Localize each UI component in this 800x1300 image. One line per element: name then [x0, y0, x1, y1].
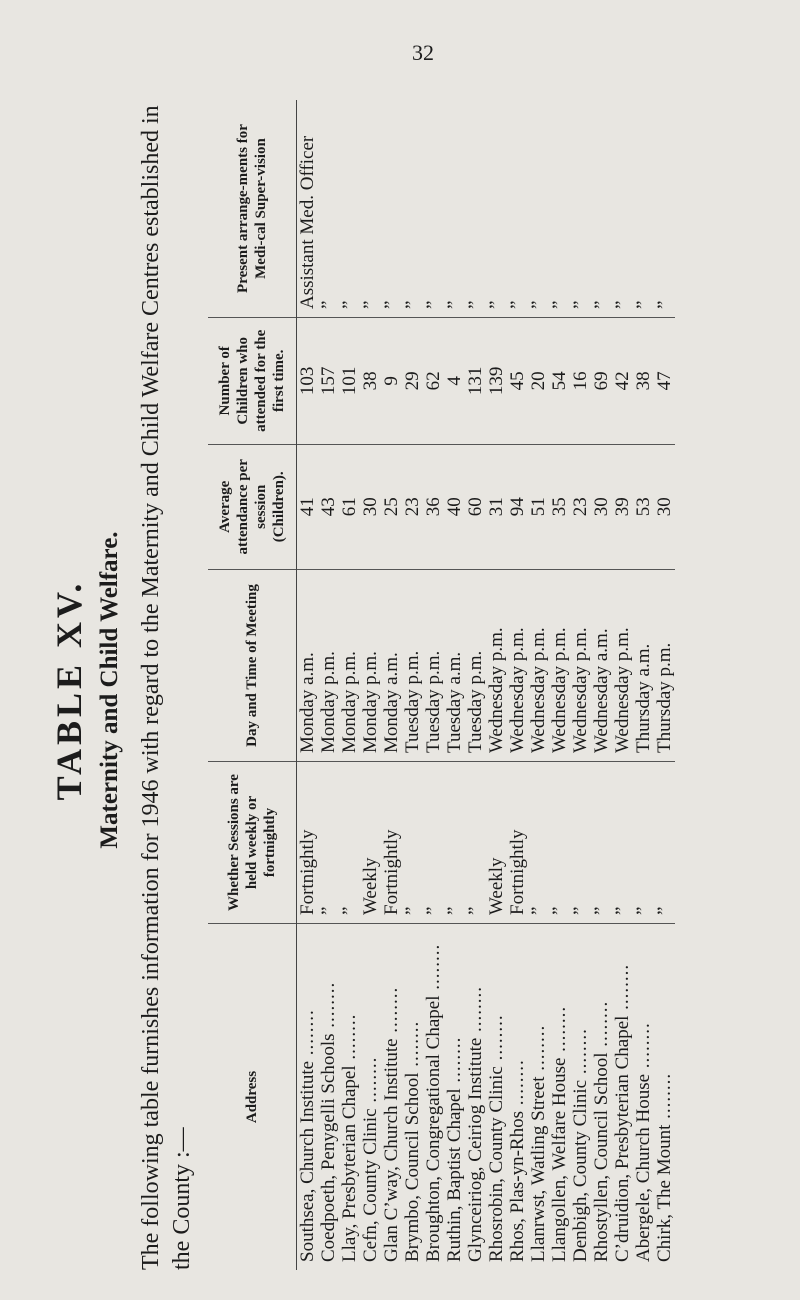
- address-cell: Glynceiriog, Ceiriog Institute ........: [465, 985, 486, 1262]
- day-time-cell: [444, 570, 465, 762]
- supervision-cell: ”: [612, 100, 633, 318]
- attendance-cell: 60: [465, 444, 486, 569]
- meeting-time: p.m.: [528, 627, 549, 662]
- sessions-cell: ”: [612, 762, 633, 924]
- address-cell: Rhos, Plas-yn-Rhos ........: [507, 1059, 528, 1262]
- meeting-day: Tuesday: [423, 689, 444, 753]
- meeting-day: Monday: [360, 689, 381, 753]
- children-cell: 131: [465, 318, 486, 445]
- address-name: Welfare House: [549, 1057, 570, 1171]
- sessions-cell: ”: [633, 762, 654, 924]
- address-name: County Clinic: [570, 1079, 591, 1188]
- place-name: Rhostyllen,: [591, 1174, 612, 1262]
- sessions-cell: Fortnightly: [297, 762, 319, 924]
- day-time-cell: [486, 570, 507, 762]
- address-cell: Llangollen, Welfare House ........: [549, 1005, 570, 1262]
- place-name: Southsea,: [297, 1188, 318, 1262]
- children-cell: 42: [612, 318, 633, 445]
- supervision-cell: ”: [549, 100, 570, 318]
- sessions-cell: ”: [423, 762, 444, 924]
- children-cell: 62: [423, 318, 444, 445]
- children-cell: 101: [339, 318, 360, 445]
- meeting-time: p.m.: [318, 651, 339, 685]
- sessions-cell: Fortnightly: [381, 762, 402, 924]
- day-time-cell: [318, 570, 339, 762]
- place-name: Coedpoeth,: [318, 1174, 339, 1262]
- table-row: [423, 100, 444, 1270]
- day-time-cell: [633, 570, 654, 762]
- table-row: [549, 100, 570, 1270]
- children-cell: 38: [360, 318, 381, 445]
- table-title: TABLE XV.: [49, 579, 89, 801]
- attendance-cell: 23: [402, 444, 423, 569]
- address-cell: Ruthin, Baptist Chapel ........: [444, 1036, 465, 1262]
- address-name: County Clinic: [360, 1108, 381, 1216]
- col-children: Number of Children who attended for the first time.: [208, 318, 297, 445]
- meeting-day: Tuesday: [444, 689, 465, 753]
- place-name: Rhosrobin,: [486, 1178, 507, 1262]
- col-supervision: Present arrange-ments for Medi-cal Super-vision: [208, 100, 297, 318]
- supervision-cell: ”: [360, 100, 381, 318]
- supervision-cell: ”: [423, 100, 444, 318]
- meeting-time: p.m.: [360, 651, 381, 685]
- place-name: Glynceiriog,: [465, 1166, 486, 1262]
- sessions-cell: Weekly: [360, 762, 381, 924]
- address-cell: Abergele, Church House ........: [633, 1022, 654, 1262]
- supervision-cell: ”: [591, 100, 612, 318]
- place-name: Brymbo,: [402, 1194, 423, 1262]
- address-name: Congregational Chapel: [423, 995, 444, 1172]
- address-cell: C’druidion, Presbyterian Chapel ........: [612, 963, 633, 1262]
- meeting-day: Wednesday: [549, 665, 570, 753]
- address-cell: Rhosrobin, County Clinic ........: [486, 1014, 507, 1262]
- supervision-cell: ”: [402, 100, 423, 318]
- supervision-cell: ”: [486, 100, 507, 318]
- col-sessions: Whether Sessions are held weekly or fortnightly: [208, 762, 297, 924]
- address-cell: Brymbo, Council School ........: [402, 1020, 423, 1262]
- table-row: [339, 100, 360, 1270]
- address-cell: Broughton, Congregational Chapel ........: [423, 943, 444, 1262]
- address-name: Penygelli Schools: [318, 1033, 339, 1171]
- address-name: Presbyterian Chapel: [612, 1015, 633, 1170]
- meeting-day: Monday: [318, 689, 339, 753]
- attendance-cell: 23: [570, 444, 591, 569]
- supervision-cell: ”: [507, 100, 528, 318]
- attendance-cell: 94: [507, 444, 528, 569]
- table-row: [402, 100, 423, 1270]
- meeting-time: p.m.: [507, 627, 528, 662]
- children-cell: 9: [381, 318, 402, 445]
- table-row: [465, 100, 486, 1270]
- meeting-day: Tuesday: [465, 689, 486, 753]
- table-row: [297, 100, 319, 1270]
- meeting-day: Wednesday: [612, 665, 633, 753]
- attendance-cell: 36: [423, 444, 444, 569]
- meeting-time: p.m.: [612, 627, 633, 662]
- address-name: Plas-yn-Rhos: [507, 1111, 528, 1214]
- day-time-cell: [402, 570, 423, 762]
- meeting-day: Wednesday: [591, 665, 612, 753]
- meeting-time: p.m.: [654, 642, 675, 677]
- sessions-cell: ”: [528, 762, 549, 924]
- children-cell: 29: [402, 318, 423, 445]
- address-name: Ceiriog Institute: [465, 1037, 486, 1162]
- supervision-cell: ”: [318, 100, 339, 318]
- place-name: Cefn,: [360, 1220, 381, 1262]
- table-row: [612, 100, 633, 1270]
- supervision-cell: Assistant Med. Officer: [297, 100, 319, 318]
- meeting-day: Wednesday: [570, 665, 591, 753]
- place-name: Chirk,: [654, 1213, 675, 1262]
- table-row: [591, 100, 612, 1270]
- address-cell: Southsea, Church Institute ........: [297, 1009, 318, 1262]
- address-cell: Coedpoeth, Penygelli Schools ........: [318, 981, 339, 1262]
- children-cell: 20: [528, 318, 549, 445]
- meeting-day: Monday: [381, 689, 402, 753]
- address-name: Watling Street: [528, 1076, 549, 1186]
- sessions-cell: ”: [402, 762, 423, 924]
- place-name: Llay,: [339, 1223, 360, 1262]
- day-time-cell: [360, 570, 381, 762]
- place-name: Llangollen,: [549, 1174, 570, 1262]
- address-cell: Llay, Presbyterian Chapel ........: [339, 1013, 360, 1262]
- attendance-cell: 53: [633, 444, 654, 569]
- place-name: Broughton,: [423, 1175, 444, 1262]
- supervision-cell: ”: [465, 100, 486, 318]
- meeting-time: p.m.: [423, 650, 444, 685]
- col-attendance: Average attendance per session (Children).: [208, 444, 297, 569]
- col-day-time: Day and Time of Meeting: [208, 570, 297, 762]
- meeting-time: p.m.: [549, 627, 570, 662]
- children-cell: 139: [486, 318, 507, 445]
- sessions-cell: ”: [339, 762, 360, 924]
- attendance-cell: 41: [297, 444, 319, 569]
- place-name: Ruthin,: [444, 1205, 465, 1262]
- sessions-cell: ”: [654, 762, 675, 924]
- supervision-cell: ”: [633, 100, 654, 318]
- supervision-cell: ”: [381, 100, 402, 318]
- address-cell: Denbigh, County Clinic ........: [570, 1028, 591, 1262]
- rotated-table-page: [40, 90, 765, 1290]
- table-header-row: [208, 100, 297, 1270]
- attendance-cell: 51: [528, 444, 549, 569]
- address-cell: Rhostyllen, Council School ........: [591, 1000, 612, 1262]
- day-time-cell: [297, 570, 319, 762]
- meeting-time: p.m.: [570, 627, 591, 662]
- day-time-cell: [465, 570, 486, 762]
- table-subtitle: Maternity and Child Welfare.: [96, 531, 123, 849]
- attendance-cell: 31: [486, 444, 507, 569]
- day-time-cell: [381, 570, 402, 762]
- place-name: Abergele,: [633, 1187, 654, 1262]
- day-time-cell: [423, 570, 444, 762]
- day-time-cell: [612, 570, 633, 762]
- meeting-day: Monday: [339, 689, 360, 753]
- address-cell: Glan C’way, Church Institute ........: [381, 986, 402, 1262]
- day-time-cell: [654, 570, 675, 762]
- address-name: Council School: [591, 1052, 612, 1171]
- day-time-cell: [549, 570, 570, 762]
- address-cell: Chirk, The Mount ........: [654, 1072, 675, 1262]
- day-time-cell: [507, 570, 528, 762]
- meeting-day: Thursday: [633, 681, 654, 753]
- meeting-time: a.m.: [381, 652, 402, 685]
- address-name: Church Institute: [381, 1038, 402, 1162]
- attendance-cell: 30: [654, 444, 675, 569]
- place-name: Rhos,: [507, 1218, 528, 1262]
- sessions-cell: Fortnightly: [507, 762, 528, 924]
- sessions-cell: ”: [549, 762, 570, 924]
- address-name: The Mount: [654, 1124, 675, 1210]
- meeting-time: a.m.: [444, 651, 465, 685]
- table-row: [507, 100, 528, 1270]
- meeting-day: Wednesday: [507, 665, 528, 753]
- meeting-day: Wednesday: [486, 665, 507, 753]
- table-row: [444, 100, 465, 1270]
- address-name: Council School: [402, 1072, 423, 1191]
- address-name: Church Institute: [297, 1060, 318, 1184]
- children-cell: 103: [297, 318, 319, 445]
- day-time-cell: [528, 570, 549, 762]
- table-row: [381, 100, 402, 1270]
- sessions-cell: ”: [570, 762, 591, 924]
- address-name: County Clinic: [486, 1066, 507, 1174]
- supervision-cell: ”: [654, 100, 675, 318]
- sessions-cell: ”: [591, 762, 612, 924]
- col-address: Address: [208, 924, 297, 1271]
- attendance-cell: 61: [339, 444, 360, 569]
- attendance-cell: 30: [591, 444, 612, 569]
- supervision-cell: ”: [444, 100, 465, 318]
- attendance-cell: 35: [549, 444, 570, 569]
- address-name: Baptist Chapel: [444, 1088, 465, 1201]
- table-row: [570, 100, 591, 1270]
- place-name: C’druidion,: [612, 1173, 633, 1262]
- meeting-time: a.m.: [633, 643, 654, 677]
- table-row: [318, 100, 339, 1270]
- attendance-cell: 25: [381, 444, 402, 569]
- meeting-time: p.m.: [486, 627, 507, 662]
- table-row: [528, 100, 549, 1270]
- children-cell: 4: [444, 318, 465, 445]
- attendance-cell: 39: [612, 444, 633, 569]
- centres-table: [208, 100, 675, 1270]
- children-cell: 45: [507, 318, 528, 445]
- attendance-cell: 40: [444, 444, 465, 569]
- attendance-cell: 43: [318, 444, 339, 569]
- sessions-cell: Weekly: [486, 762, 507, 924]
- attendance-cell: 30: [360, 444, 381, 569]
- intro-text: The following table furnishes information for 1946 with regard to the Maternity and Child Welfare Centres established in the County :—: [138, 105, 195, 1270]
- meeting-time: p.m.: [339, 651, 360, 685]
- table-row: [360, 100, 381, 1270]
- address-cell: Llanrwst, Watling Street ........: [528, 1024, 549, 1262]
- table-row: [654, 100, 675, 1270]
- meeting-day: Thursday: [654, 681, 675, 753]
- children-cell: 54: [549, 318, 570, 445]
- day-time-cell: [591, 570, 612, 762]
- children-cell: 157: [318, 318, 339, 445]
- day-time-cell: [570, 570, 591, 762]
- children-cell: 47: [654, 318, 675, 445]
- meeting-time: a.m.: [591, 628, 612, 662]
- address-name: Church House: [633, 1073, 654, 1184]
- children-cell: 38: [633, 318, 654, 445]
- sessions-cell: ”: [318, 762, 339, 924]
- place-name: Denbigh,: [570, 1191, 591, 1262]
- place-name: Llanrwst,: [528, 1189, 549, 1262]
- sessions-cell: ”: [465, 762, 486, 924]
- meeting-time: a.m.: [297, 652, 318, 685]
- address-cell: Cefn, County Clinic ........: [360, 1056, 381, 1262]
- day-time-cell: [339, 570, 360, 762]
- supervision-cell: ”: [339, 100, 360, 318]
- place-name: Glan C’way,: [381, 1166, 402, 1262]
- children-cell: 16: [570, 318, 591, 445]
- meeting-day: Tuesday: [402, 689, 423, 753]
- page-number: 32: [412, 40, 434, 65]
- supervision-cell: ”: [570, 100, 591, 318]
- children-cell: 69: [591, 318, 612, 445]
- meeting-day: Monday: [297, 689, 318, 753]
- address-name: Presbyterian Chapel: [339, 1065, 360, 1219]
- table-row: [633, 100, 654, 1270]
- meeting-day: Wednesday: [528, 665, 549, 753]
- meeting-time: p.m.: [465, 650, 486, 685]
- sessions-cell: ”: [444, 762, 465, 924]
- meeting-time: p.m.: [402, 650, 423, 685]
- supervision-cell: ”: [528, 100, 549, 318]
- table-row: [486, 100, 507, 1270]
